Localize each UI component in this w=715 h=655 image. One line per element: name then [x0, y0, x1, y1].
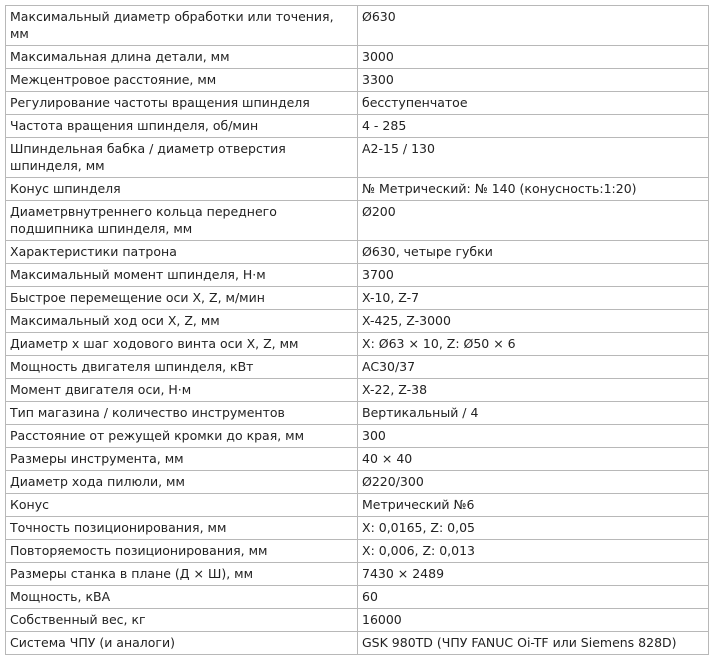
spec-label-cell: Размеры станка в плане (Д × Ш), мм: [6, 563, 358, 586]
spec-label-cell: Максимальная длина детали, мм: [6, 46, 358, 69]
spec-value-cell: X-10, Z-7: [358, 287, 709, 310]
spec-label-cell: Тип магазина / количество инструментов: [6, 402, 358, 425]
spec-label-cell: Собственный вес, кг: [6, 609, 358, 632]
table-row: [6, 6, 709, 46]
spec-label-cell: Конус: [6, 494, 358, 517]
table-row: [6, 201, 709, 241]
spec-value-cell: GSK 980TD (ЧПУ FANUC Oi-TF или Siemens 828D): [358, 632, 709, 655]
spec-label-cell: Шпиндельная бабка / диаметр отверстия шпинделя, мм: [6, 138, 358, 178]
spec-value-cell: Вертикальный / 4: [358, 402, 709, 425]
spec-label-cell: Расстояние от режущей кромки до края, мм: [6, 425, 358, 448]
spec-label-cell: Диаметр x шаг ходового винта оси X, Z, мм: [6, 333, 358, 356]
spec-value-cell: X-425, Z-3000: [358, 310, 709, 333]
spec-label-cell: Размеры инструмента, мм: [6, 448, 358, 471]
spec-value-cell: X-22, Z-38: [358, 379, 709, 402]
spec-label-cell: Система ЧПУ (и аналоги): [6, 632, 358, 655]
spec-label-cell: Конус шпинделя: [6, 178, 358, 201]
spec-label-cell: Частота вращения шпинделя, об/мин: [6, 115, 358, 138]
spec-value-cell: Ø200: [358, 201, 709, 241]
table-row: [6, 632, 709, 655]
spec-label-cell: Максимальный диаметр обработки или точения, мм: [6, 6, 358, 46]
table-row: [6, 540, 709, 563]
spec-label-cell: Максимальный момент шпинделя, Н·м: [6, 264, 358, 287]
spec-value-cell: X: Ø63 × 10, Z: Ø50 × 6: [358, 333, 709, 356]
table-row: [6, 563, 709, 586]
spec-value-cell: X: 0,0165, Z: 0,05: [358, 517, 709, 540]
table-row: [6, 46, 709, 69]
table-row: [6, 494, 709, 517]
spec-value-cell: 40 × 40: [358, 448, 709, 471]
spec-value-cell: 4 - 285: [358, 115, 709, 138]
table-row: [6, 425, 709, 448]
table-row: [6, 92, 709, 115]
spec-table: [5, 5, 709, 655]
table-row: [6, 241, 709, 264]
spec-value-cell: X: 0,006, Z: 0,013: [358, 540, 709, 563]
table-row: [6, 138, 709, 178]
table-row: [6, 178, 709, 201]
spec-value-cell: 7430 × 2489: [358, 563, 709, 586]
table-row: [6, 402, 709, 425]
table-row: [6, 115, 709, 138]
spec-label-cell: Точность позиционирования, мм: [6, 517, 358, 540]
table-row: [6, 264, 709, 287]
spec-value-cell: 60: [358, 586, 709, 609]
table-row: [6, 448, 709, 471]
spec-label-cell: Межцентровое расстояние, мм: [6, 69, 358, 92]
spec-label-cell: Мощность, кВА: [6, 586, 358, 609]
table-row: [6, 287, 709, 310]
spec-label-cell: Повторяемость позиционирования, мм: [6, 540, 358, 563]
spec-value-cell: Ø220/300: [358, 471, 709, 494]
spec-label-cell: Мощность двигателя шпинделя, кВт: [6, 356, 358, 379]
table-row: [6, 69, 709, 92]
spec-label-cell: Диаметрвнутреннего кольца переднего подшипника шпинделя, мм: [6, 201, 358, 241]
table-row: [6, 517, 709, 540]
spec-label-cell: Регулирование частоты вращения шпинделя: [6, 92, 358, 115]
spec-label-cell: Момент двигателя оси, Н·м: [6, 379, 358, 402]
table-row: [6, 310, 709, 333]
spec-value-cell: № Метрический: № 140 (конусность:1:20): [358, 178, 709, 201]
spec-value-cell: 3300: [358, 69, 709, 92]
spec-table-body: [6, 6, 709, 655]
spec-value-cell: A2-15 / 130: [358, 138, 709, 178]
spec-label-cell: Быстрое перемещение оси X, Z, м/мин: [6, 287, 358, 310]
spec-value-cell: Ø630: [358, 6, 709, 46]
spec-label-cell: Характеристики патрона: [6, 241, 358, 264]
spec-value-cell: Ø630, четыре губки: [358, 241, 709, 264]
table-row: [6, 586, 709, 609]
spec-value-cell: Метрический №6: [358, 494, 709, 517]
table-row: [6, 471, 709, 494]
spec-value-cell: бесступенчатое: [358, 92, 709, 115]
table-row: [6, 379, 709, 402]
spec-value-cell: 3700: [358, 264, 709, 287]
spec-label-cell: Диаметр хода пилюли, мм: [6, 471, 358, 494]
spec-label-cell: Максимальный ход оси X, Z, мм: [6, 310, 358, 333]
spec-value-cell: 16000: [358, 609, 709, 632]
table-row: [6, 333, 709, 356]
spec-value-cell: 300: [358, 425, 709, 448]
spec-value-cell: AC30/37: [358, 356, 709, 379]
spec-value-cell: 3000: [358, 46, 709, 69]
table-row: [6, 609, 709, 632]
table-row: [6, 356, 709, 379]
